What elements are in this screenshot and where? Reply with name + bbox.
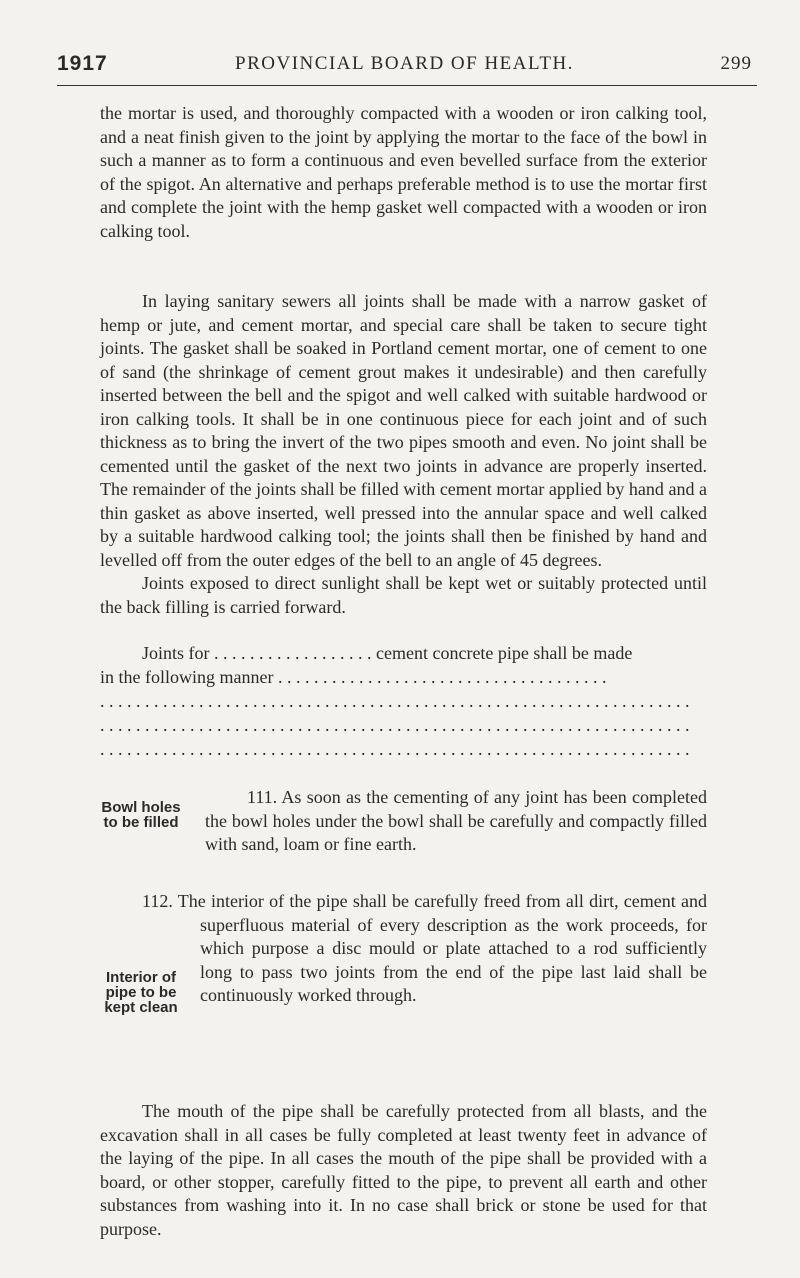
paragraph-mortar: the mortar is used, and thoroughly compacted with a wooden or iron calking tool, and a neat finish given to the joint by applying the mortar to the face of the bowl in such a manner as to form a continuous and even bevelled surface from the exterior of the spigot. An alternative and perhaps preferable method is to use the mortar first and complete the joint with the hemp gasket well compacted with a wooden or iron calking tool. (100, 103, 707, 241)
header-title: PROVINCIAL BOARD OF HEALTH. (235, 53, 574, 74)
cement-concrete-text: cement concrete pipe shall be made (376, 643, 633, 663)
page-number: 299 (720, 53, 752, 74)
dot-leader-line: . . . . . . . . . . . . . . . . . . . . . . . . . . . . . . . . . . . . . . . . . . . . . . . . . . . . . . . . . . . . . . . . . . (100, 715, 690, 735)
page-header (57, 52, 752, 82)
dot-leader: . . . . . . . . . . . . . . . . . . . . . . . . . . . . . . . . . . . . . (277, 667, 607, 687)
joints-for-text: Joints for (142, 643, 210, 663)
dot-leader-line: . . . . . . . . . . . . . . . . . . . . . . . . . . . . . . . . . . . . . . . . . . . . . . . . . . . . . . . . . . . . . . . . . . (100, 739, 690, 759)
paragraph-sunlight: Joints exposed to direct sunlight shall be kept wet or suitably protected until the back filling is carried forward. (100, 573, 707, 617)
leader-line-1 (100, 642, 707, 666)
dot-leader: . . . . . . . . . . . . . . . . . . (214, 643, 376, 663)
dot-leader-line: . . . . . . . . . . . . . . . . . . . . . . . . . . . . . . . . . . . . . . . . . . . . . . . . . . . . . . . . . . . . . . . . . . (100, 691, 690, 711)
paragraph-sanitary-sewers: In laying sanitary sewers all joints shall be made with a narrow gasket of hemp or jute, and cement mortar, and special care shall be taken to secure tight joints. The gasket shall be soaked in Portland cement mortar, one of cement to one of sand (the shrinkage of cement grout makes it undesirable) and then carefully inserted between the bell and the spigot and well calked with suitable hardwood or iron calking tools. It shall be in one continuous piece for each joint and of such thickness as to bring the invert of the two pipes smooth and even. No joint shall be cemented until the gasket of the next two joints in advance are properly inserted. The remainder of the joints shall be filled with cement mortar applied by hand and a thin gasket as above inserted, well pressed into the annular space and well calked by a suitable hardwood calking tool; the joints shall then be finished by hand and levelled off from the outer edges of the bell to an angle of 45 degrees. (100, 291, 707, 570)
leader-line-2 (100, 666, 707, 690)
header-rule (57, 85, 757, 86)
paragraph-pipe-mouth: The mouth of the pipe shall be carefully protected from all blasts, and the excavation shall in all cases be fully completed at least twenty feet in advance of the laying of the pipe. In all cases the mouth of the pipe shall be provided with a board, or other stopper, carefully fitted to the pipe, to prevent all earth and other substances from washing into it. In no case shall brick or stone be used for that purpose. (100, 1101, 707, 1239)
paragraph-111: 111. As soon as the cementing of any joint has been completed the bowl holes under the bowl shall be carefully and compactly filled with sand, loam or fine earth. (205, 787, 707, 854)
paragraph-112: 112. The interior of the pipe shall be carefully freed from all dirt, cement and superfluous material of every description as the work proceeds, for which purpose a disc mould or plate attached to a rod sufficiently long to pass two joints from the end of the pipe last laid shall be continuously worked through. (142, 891, 707, 1005)
sidenote-bowl-holes: Bowl holes to be filled (101, 799, 181, 831)
header-year: 1917 (57, 52, 108, 75)
sidenote-interior-of-pipe: Interior of pipe to be kept clean (104, 969, 178, 1016)
following-manner-text: in the following manner (100, 667, 274, 687)
